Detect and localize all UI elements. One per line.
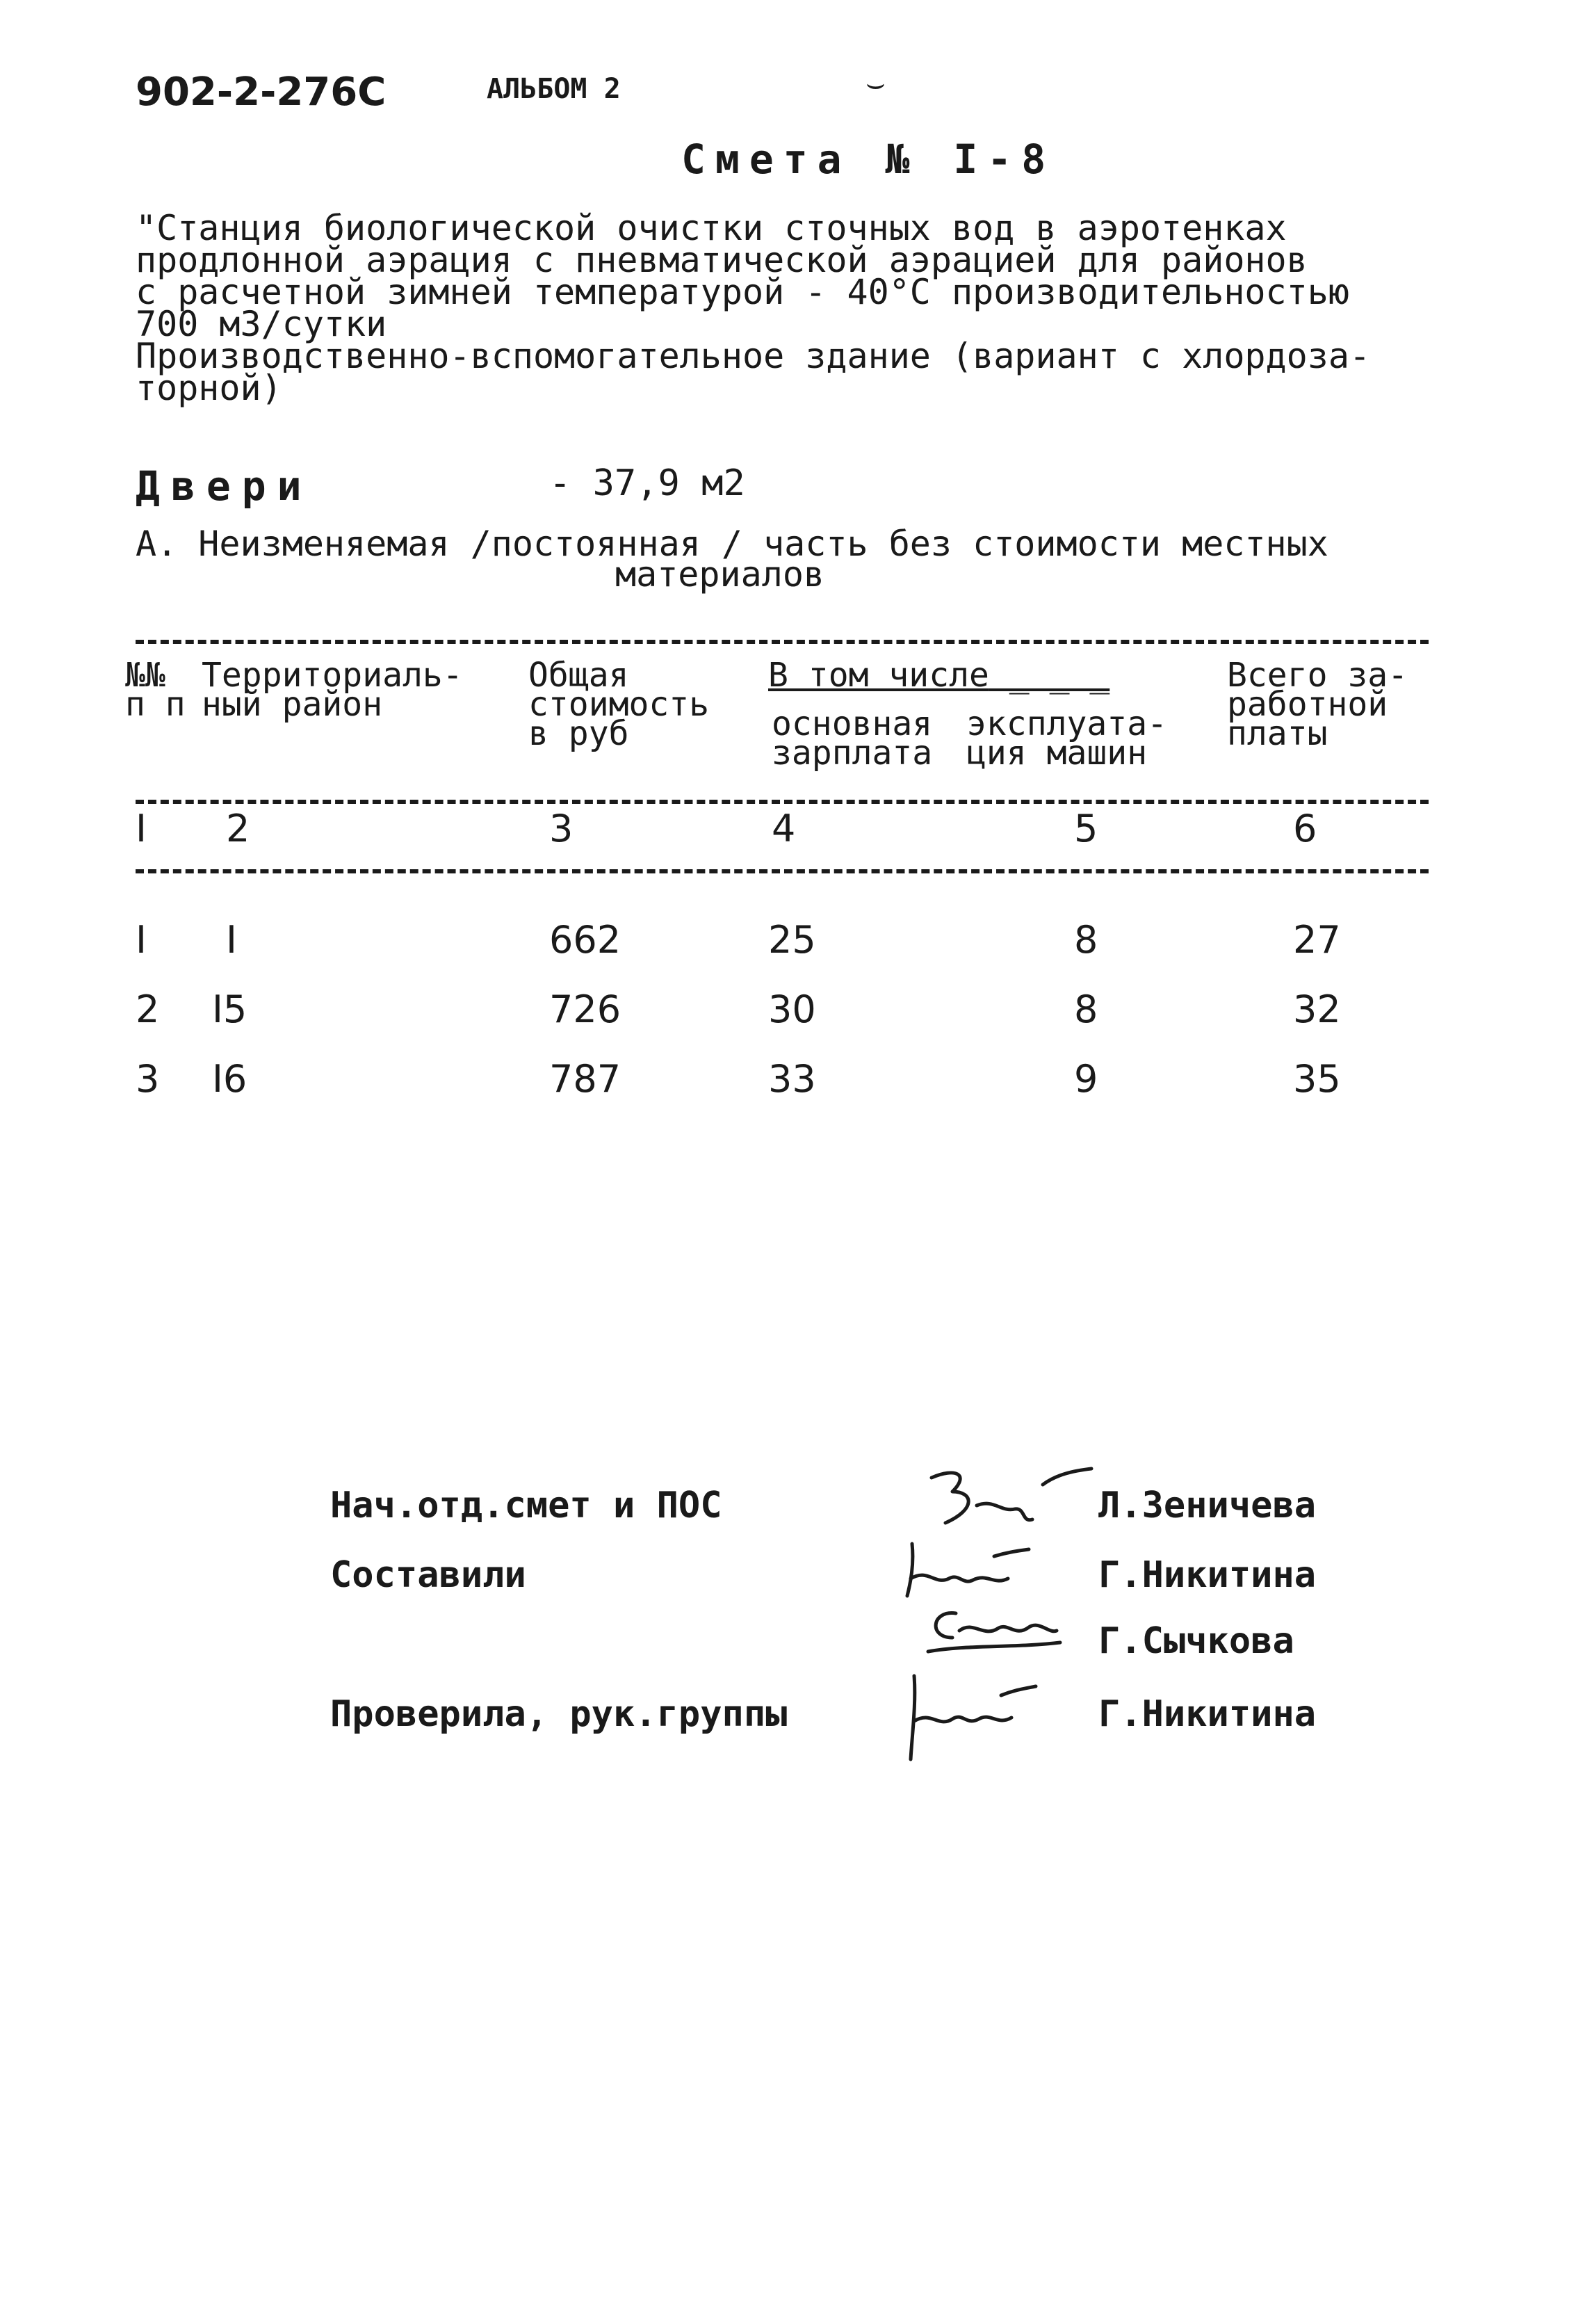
handwritten-signature-icon xyxy=(918,1460,1098,1537)
signature-label-composed: Составили xyxy=(330,1554,526,1596)
section-area: - 37,9 м2 xyxy=(549,462,745,504)
row-total-cost: 787 xyxy=(549,1057,621,1101)
signer-name: Г.Сычкова xyxy=(1098,1620,1294,1662)
description-line: торной) xyxy=(136,368,282,408)
part-a-heading xyxy=(136,524,1328,595)
header-bottom-rule xyxy=(136,800,1429,804)
description-line: с расчетной зимней температурой - 40°С производительностью xyxy=(136,272,1349,312)
table-row xyxy=(0,918,1569,960)
header-col-total-cost: Общая стоимость в руб xyxy=(528,656,710,753)
signature-label-checked: Проверила, рук.группы xyxy=(330,1693,788,1735)
header-including: В том числе _ _ _ xyxy=(768,656,1110,695)
description-line: "Станция биологической очистки сточных вод в аэротенках xyxy=(136,208,1287,248)
header-col-machine-ops: эксплуата- ция машин xyxy=(966,704,1167,773)
table-row xyxy=(0,987,1569,1029)
part-a-line: А. Неизменяемая /постоянная / часть без стоимости местных xyxy=(136,524,1328,564)
col-number-label: I xyxy=(136,807,147,850)
col-number-label: 4 xyxy=(772,807,796,850)
description-line: Производственно-вспомогательное здание (вариант с хлордоза- xyxy=(136,336,1371,376)
description-line: 700 м3/сутки xyxy=(136,304,387,344)
row-base-salary: 30 xyxy=(768,987,816,1031)
col-number-label: 3 xyxy=(549,807,574,850)
col-number-bottom-rule xyxy=(136,869,1429,873)
estimate-title: Смета № I-8 xyxy=(681,136,1056,183)
document-code: 902-2-276C xyxy=(136,70,387,115)
header-col-base-salary: основная зарплата xyxy=(772,704,933,773)
row-region: I5 xyxy=(212,987,247,1031)
row-base-salary: 25 xyxy=(768,918,816,962)
row-number: I xyxy=(136,918,147,962)
handwritten-signature-icon xyxy=(897,1537,1036,1599)
signer-name: Г.Никитина xyxy=(1098,1693,1317,1735)
header-col-region: Территориаль- ный район xyxy=(202,656,463,724)
project-description xyxy=(136,208,1371,408)
table-top-rule xyxy=(136,640,1429,644)
row-total-wages: 32 xyxy=(1293,987,1341,1031)
row-machine-ops: 8 xyxy=(1074,987,1098,1031)
row-total-cost: 662 xyxy=(549,918,621,962)
part-a-line: материалов xyxy=(615,554,825,595)
row-machine-ops: 9 xyxy=(1074,1057,1098,1101)
row-number: 2 xyxy=(136,987,160,1031)
col-number-label: 5 xyxy=(1074,807,1098,850)
table-row xyxy=(0,1057,1569,1099)
section-name: Двери xyxy=(136,462,313,510)
row-machine-ops: 8 xyxy=(1074,918,1098,962)
row-total-cost: 726 xyxy=(549,987,621,1031)
signer-name: Л.Зеничева xyxy=(1098,1485,1317,1526)
row-region: I xyxy=(226,918,237,962)
header-including-label: В том числе xyxy=(768,656,989,695)
row-base-salary: 33 xyxy=(768,1057,816,1101)
description-line: продлонной аэрация с пневматической аэрацией для районов xyxy=(136,240,1308,280)
check-mark-icon: ⌣ xyxy=(865,66,886,102)
album-number: АЛЬБОМ 2 xyxy=(487,73,621,105)
header-col-number: №№ п п xyxy=(125,656,186,724)
signer-name: Г.Никитина xyxy=(1098,1554,1317,1596)
row-total-wages: 27 xyxy=(1293,918,1341,962)
row-number: 3 xyxy=(136,1057,160,1101)
col-number-label: 2 xyxy=(226,807,250,850)
handwritten-signature-icon xyxy=(918,1599,1071,1662)
handwritten-signature-icon xyxy=(897,1669,1043,1766)
row-region: I6 xyxy=(212,1057,247,1101)
col-number-label: 6 xyxy=(1293,807,1317,850)
signature-label-head: Нач.отд.смет и ПОС xyxy=(330,1485,722,1526)
row-total-wages: 35 xyxy=(1293,1057,1341,1101)
header-col-total-wages: Всего за- работной платы xyxy=(1227,656,1408,753)
